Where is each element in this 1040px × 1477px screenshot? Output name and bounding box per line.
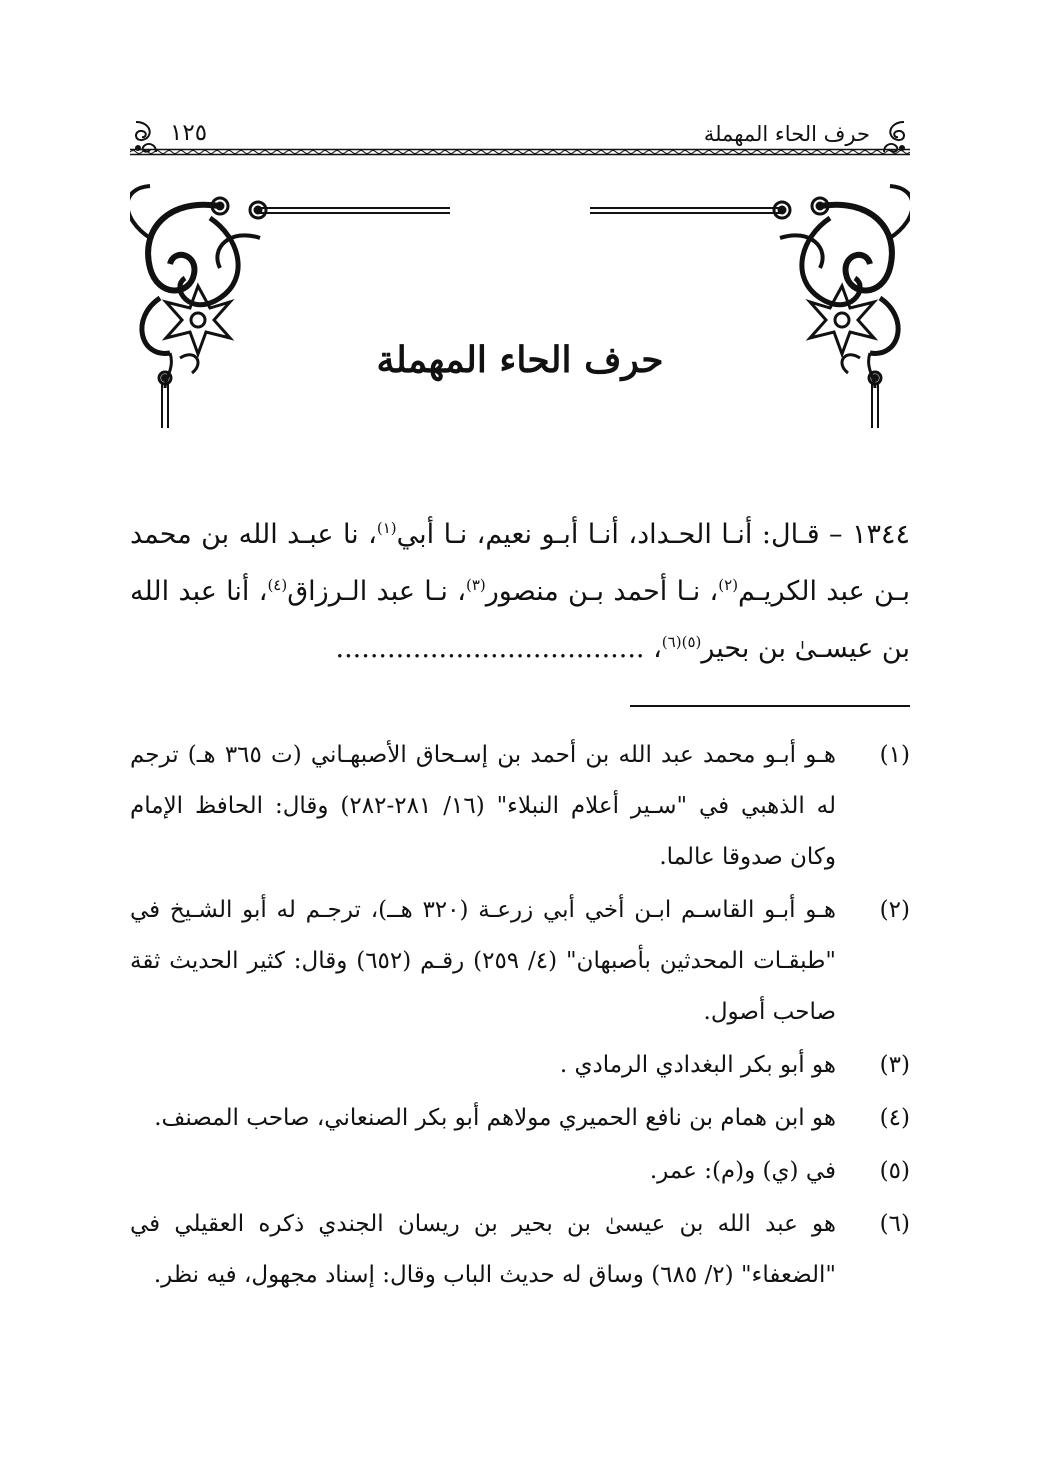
footnote-item bbox=[130, 1093, 910, 1144]
footnote-text: في (ي) و(م): عمر. bbox=[649, 1158, 836, 1184]
entry-number: ١٣٤٤ bbox=[851, 519, 910, 550]
main-text-part: ، أنا عبد الله بن عيسـىٰ بن بحير bbox=[130, 576, 910, 664]
header-rule bbox=[130, 148, 910, 156]
running-header bbox=[130, 108, 910, 156]
main-text bbox=[130, 506, 910, 677]
footnote-ref: (٢) bbox=[718, 576, 739, 594]
footnote-number: (٦) bbox=[879, 1211, 910, 1237]
footnote-number: (٥) bbox=[879, 1158, 910, 1184]
main-text-part: ، نـا عبد الـرزاق bbox=[287, 576, 466, 607]
main-text-part: ، نـا أحمد بـن منصور bbox=[485, 576, 719, 607]
footnote-ref: (١) bbox=[376, 519, 397, 537]
corner-ornament-left-icon bbox=[130, 186, 450, 428]
footnote-number: (١) bbox=[879, 742, 910, 768]
main-text-part: ، bbox=[644, 633, 662, 664]
page-number: ١٢٥ bbox=[170, 120, 208, 146]
main-text-part: – قـال: أنـا الحـداد، أنـا أبـو نعيم، نـا أبي bbox=[396, 519, 852, 550]
footnote-ref: (٥) bbox=[681, 633, 702, 651]
continuation-dots: .................................... bbox=[335, 633, 645, 664]
footnote-item bbox=[130, 1199, 910, 1301]
footnote-number: (٤) bbox=[879, 1105, 910, 1131]
main-text-part: ، نا عبـد الله بن محمد بـن عبد الكريـم bbox=[130, 519, 910, 607]
footnote-text: هـو أبـو محمد عبد الله بن أحمد بن إسـحاق الأصبهـاني (ت ٣٦٥ هـ) ترجم له الذهبي في "سـير أعلام النبلاء" (١٦/ ٢٨١-٢٨٢) وقال: الحافظ الإمام وكان صدوقا عالما. bbox=[130, 742, 837, 870]
footnote-text: هو عبد الله بن عيسىٰ بن بحير بن ريسان الجندي ذكره العقيلي في "الضعفاء" (٢/ ٦٨٥) وساق له حديث الباب وقال: إسناد مجهول، فيه نظر. bbox=[130, 1211, 836, 1288]
footnote-ref: (٦) bbox=[661, 633, 682, 651]
footnote-item bbox=[130, 885, 910, 1038]
footnote-text: هو أبو بكر البغدادي الرمادي . bbox=[559, 1052, 836, 1078]
footnote-item bbox=[130, 1040, 910, 1091]
corner-ornament-right-icon bbox=[590, 186, 910, 428]
chapter-ornament-frame bbox=[130, 178, 910, 430]
footnotes bbox=[130, 730, 910, 1303]
chapter-title: حرف الحاء المهملة bbox=[376, 339, 664, 381]
footnote-ref: (٤) bbox=[267, 576, 288, 594]
footnote-number: (٣) bbox=[879, 1052, 910, 1078]
running-title: حرف الحاء المهملة bbox=[703, 122, 870, 146]
footnote-item bbox=[130, 730, 910, 883]
footnote-number: (٢) bbox=[879, 897, 910, 923]
footnote-ref: (٣) bbox=[465, 576, 486, 594]
footnote-separator bbox=[630, 705, 910, 707]
footnote-item bbox=[130, 1146, 910, 1197]
footnote-text: هـو أبـو القاسـم ابـن أخي أبي زرعـة (٣٢٠ هــ)، ترجـم له أبو الشـيخ في "طبقـات المحدثين بأصبهان" (٤/ ٢٥٩) رقـم (٦٥٢) وقال: كثير الحديث ثقة صاحب أصول. bbox=[130, 897, 836, 1025]
footnote-text: هو ابن همام بن نافع الحميري مولاهم أبو بكر الصنعاني، صاحب المصنف. bbox=[154, 1105, 836, 1131]
